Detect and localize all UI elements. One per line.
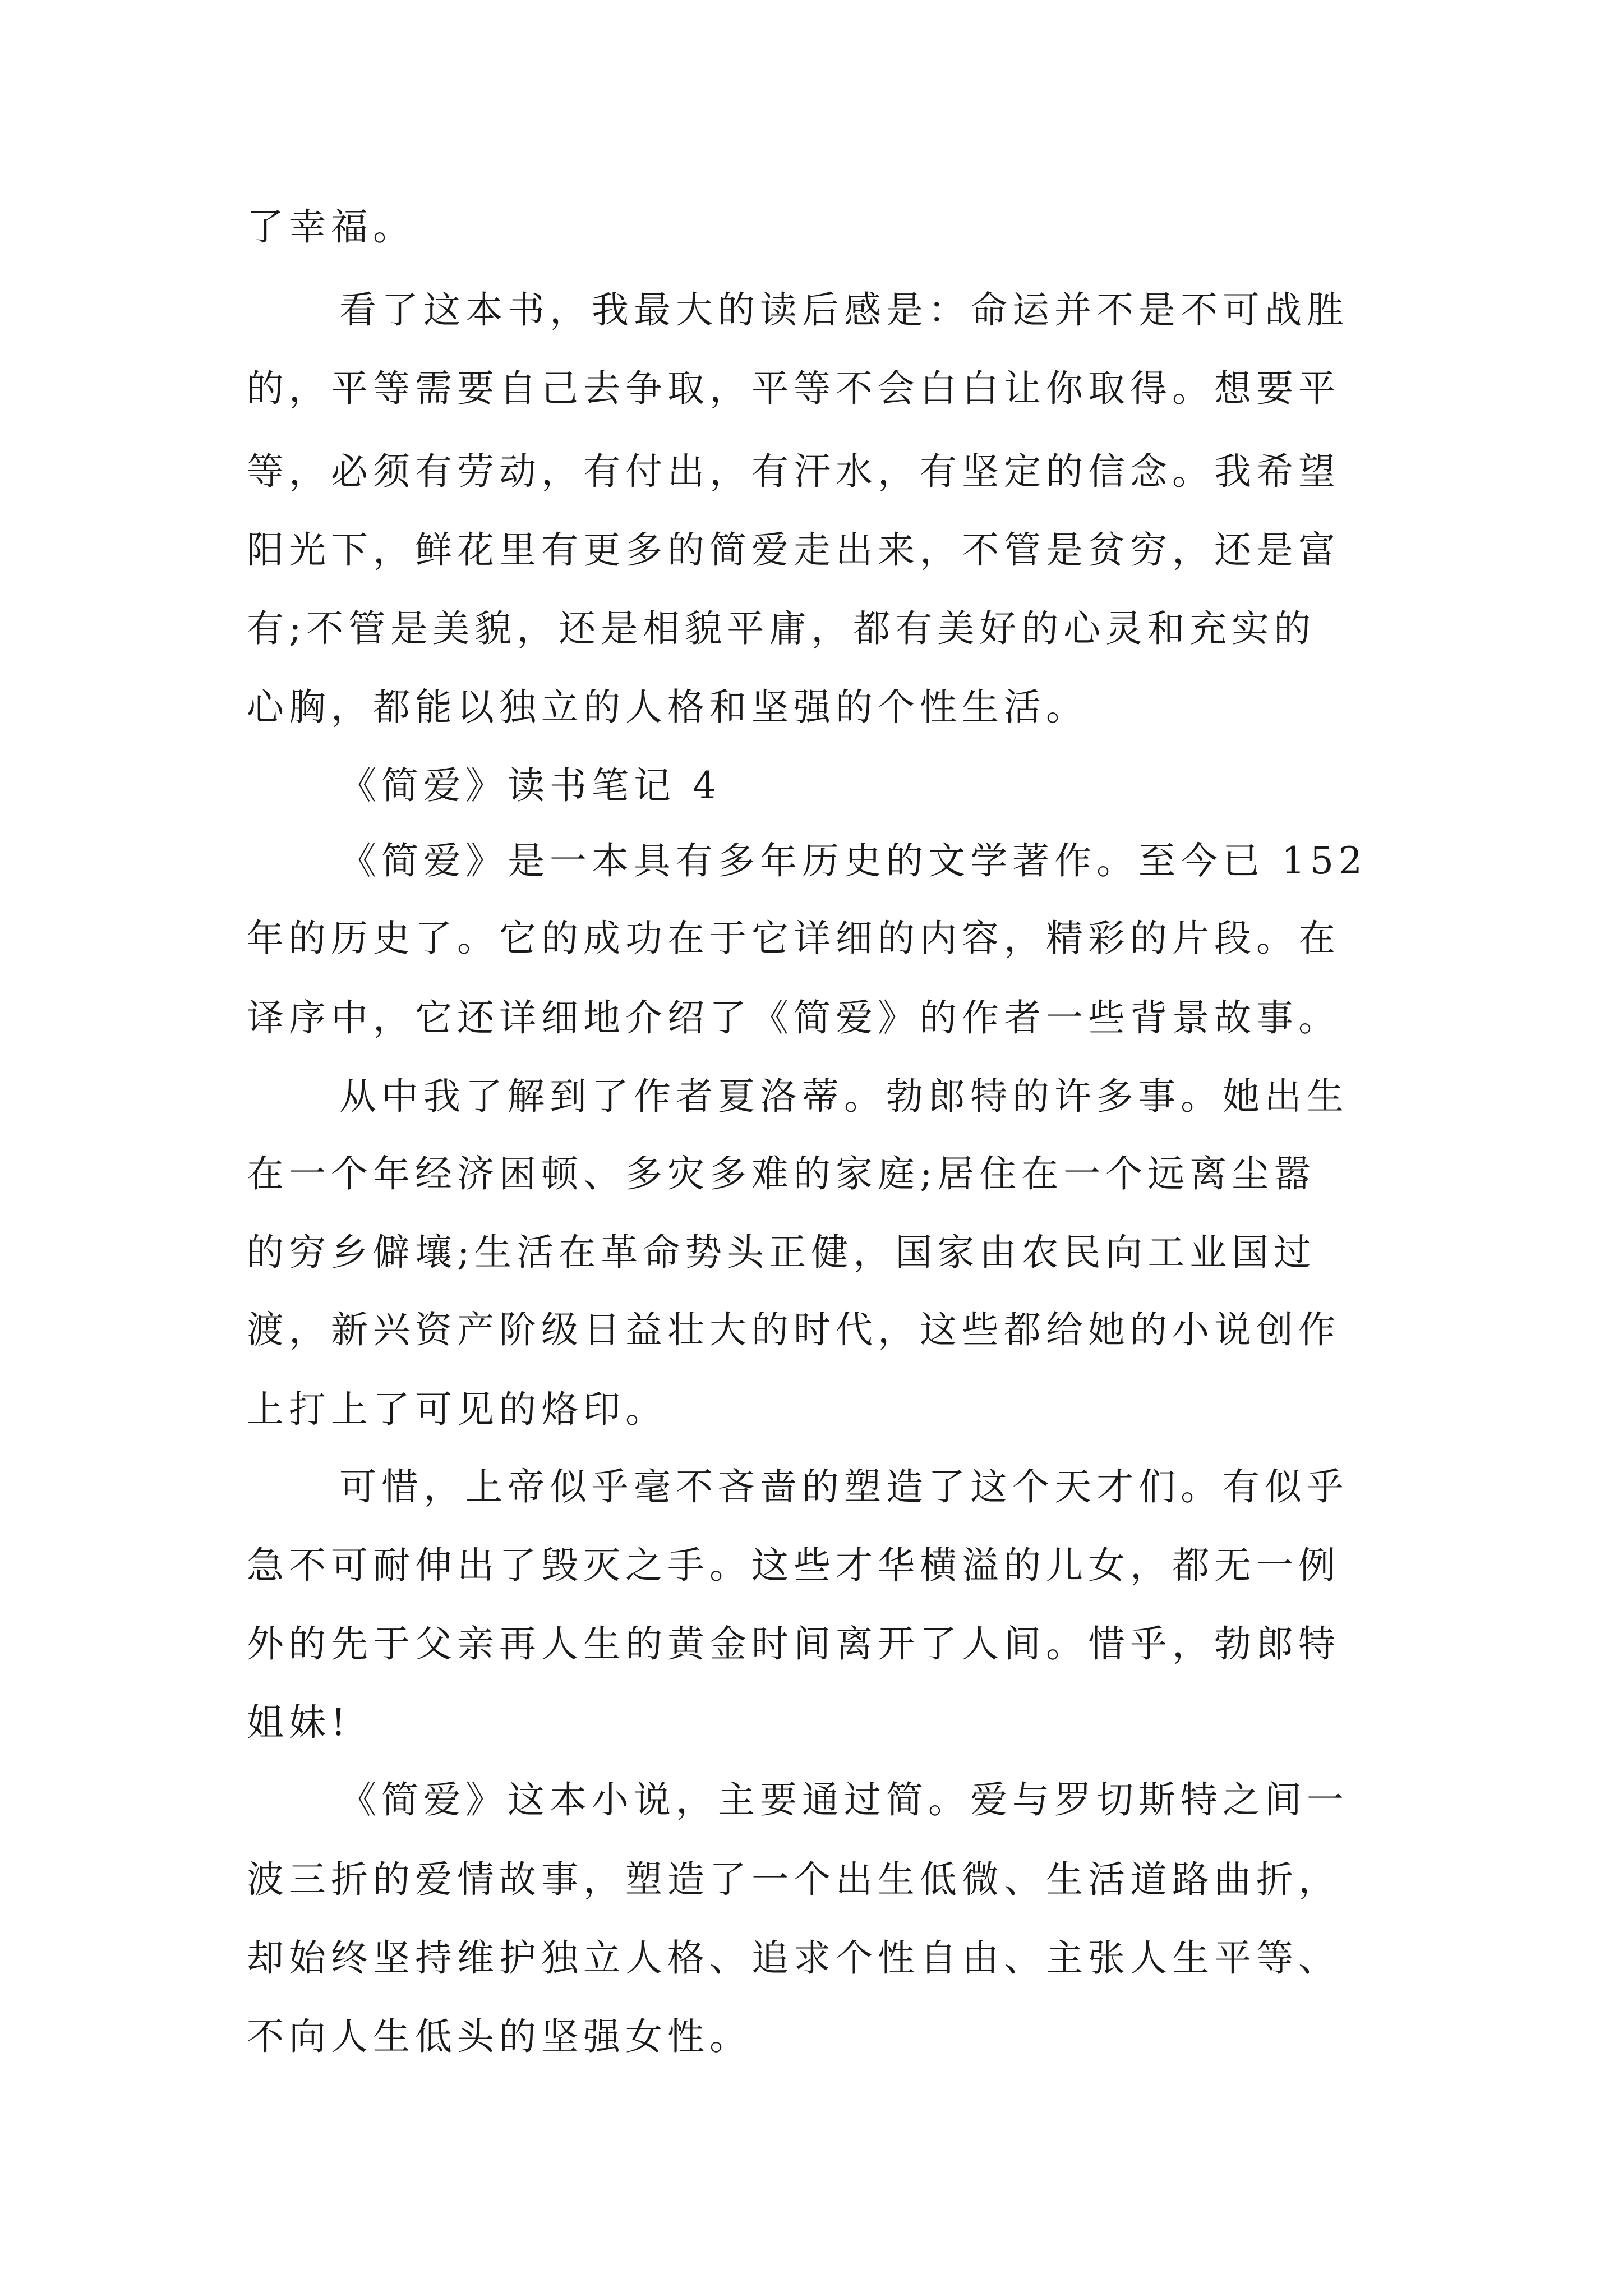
- text-line: 心胸，都能以独立的人格和坚强的个性生活。: [247, 685, 1088, 729]
- text-line: 外的先于父亲再人生的黄金时间离开了人间。惜乎，勃郎特: [247, 1622, 1340, 1665]
- section-heading: 《简爱》读书笔记 4: [339, 764, 721, 807]
- text-line: 急不可耐伸出了毁灭之手。这些才华横溢的儿女，都无一例: [247, 1544, 1340, 1587]
- text-line: 看了这本书，我最大的读后感是：命运并不是不可战胜: [339, 288, 1349, 332]
- text-line: 阳光下，鲜花里有更多的简爱走出来，不管是贫穷，还是富: [247, 528, 1340, 572]
- text-line: 波三折的爱情故事，塑造了一个出生低微、生活道路曲折，: [247, 1858, 1340, 1901]
- text-line: 译序中，它还详细地介绍了《简爱》的作者一些背景故事。: [247, 996, 1340, 1039]
- text-line: 不向人生低头的坚强女性。: [247, 2015, 751, 2058]
- text-line: 可惜，上帝似乎毫不吝啬的塑造了这个天才们。有似乎: [339, 1465, 1349, 1508]
- text-line: 的，平等需要自己去争取，平等不会白白让你取得。想要平: [247, 367, 1340, 410]
- text-line: 了幸福。: [247, 205, 415, 249]
- text-line: 等，必须有劳动，有付出，有汗水，有坚定的信念。我希望: [247, 450, 1340, 493]
- text-line: 姐妹!: [247, 1701, 351, 1744]
- text-line: 渡，新兴资产阶级日益壮大的时代，这些都给她的小说创作: [247, 1308, 1340, 1351]
- text-line: 上打上了可见的烙印。: [247, 1388, 667, 1431]
- text-line: 却始终坚持维护独立人格、追求个性自由、主张人生平等、: [247, 1936, 1340, 1980]
- text-line: 在一个年经济困顿、多灾多难的家庭;居住在一个远离尘嚣: [247, 1152, 1316, 1195]
- text-line: 有;不管是美貌，还是相貌平庸，都有美好的心灵和充实的: [247, 607, 1316, 650]
- text-line: 《简爱》这本小说，主要通过简。爱与罗切斯特之间一: [339, 1778, 1349, 1821]
- text-line: 从中我了解到了作者夏洛蒂。勃郎特的许多事。她出生: [339, 1075, 1349, 1118]
- text-line: 《简爱》是一本具有多年历史的文学著作。至今已 152: [339, 839, 1367, 882]
- text-line: 的穷乡僻壤;生活在革命势头正健，国家由农民向工业国过: [247, 1231, 1316, 1274]
- text-line: 年的历史了。它的成功在于它详细的内容，精彩的片段。在: [247, 917, 1340, 960]
